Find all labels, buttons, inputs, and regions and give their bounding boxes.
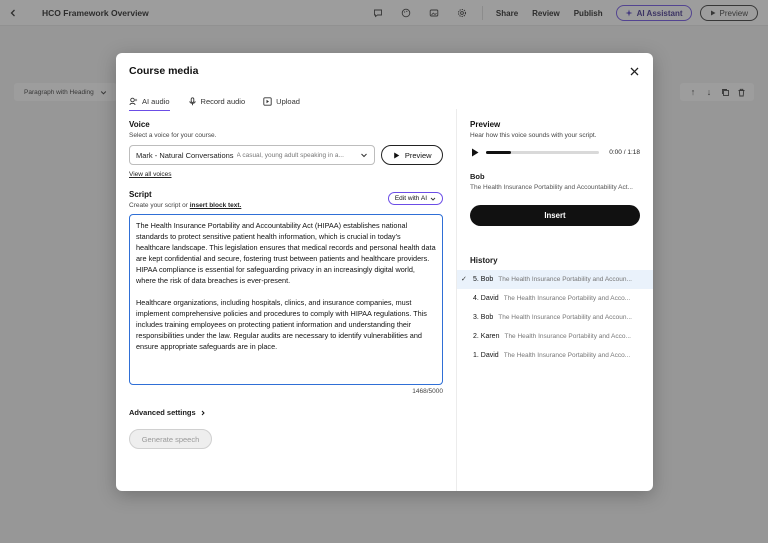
course-media-dialog [116,53,653,491]
voice-preview-button[interactable] [381,145,443,165]
script-heading: Script [129,190,152,199]
history-item-snippet: The Health Insurance Portability and Accoun... [498,314,632,321]
tab-label: Upload [276,97,300,106]
advanced-settings-label: Advanced settings [129,408,196,417]
tab-upload[interactable] [263,95,300,111]
close-icon [630,67,639,76]
play-button[interactable] [470,147,480,157]
media-tabs [129,95,318,111]
play-icon [393,152,400,159]
tab-label: Record audio [200,97,246,106]
chevron-right-icon [200,410,206,416]
voice-subtitle: Select a voice for your course. [129,132,217,139]
upload-icon [263,97,272,106]
tab-record-audio[interactable] [188,95,246,111]
dialog-title: Course media [129,65,199,77]
history-item[interactable] [457,308,653,327]
history-list [457,270,653,365]
voice-select[interactable] [129,145,375,165]
voice-preview-label: Preview [404,150,432,160]
voice-heading: Voice [129,120,150,129]
play-icon [471,148,479,157]
ai-voice-icon [129,97,138,106]
script-textarea[interactable] [129,214,443,385]
history-item[interactable] [457,289,653,308]
character-counter: 1468/5000 [412,388,443,395]
audio-player [470,147,640,157]
playback-time: 0:00 / 1:18 [609,148,640,156]
chevron-down-icon [430,196,436,202]
generate-speech-button[interactable]: Generate speech [129,429,212,449]
edit-with-ai-button[interactable] [388,192,443,205]
voice-description: A casual, young adult speaking in a... [236,151,344,159]
history-item-label: 1. David [473,352,499,359]
history-item-snippet: The Health Insurance Portability and Acco... [504,333,631,340]
check-icon: ✓ [461,276,467,283]
microphone-icon [188,97,197,106]
history-item[interactable] [457,346,653,365]
history-item-label: 5. Bob [473,276,494,283]
preview-panel [470,120,640,265]
chevron-down-icon [360,151,368,161]
history-item-snippet: The Health Insurance Portability and Accoun... [498,276,632,283]
history-item-snippet: The Health Insurance Portability and Acco... [503,352,631,359]
insert-button[interactable]: Insert [470,205,640,226]
history-item-label: 2. Karen [473,333,500,340]
preview-subtitle: Hear how this voice sounds with your script. [470,132,597,139]
audio-generation-panel [129,120,443,449]
script-paragraph: The Health Insurance Portability and Accountability Act (HIPAA) establishes national standards to protect sensitive patient health information, which is crucial in today's healthcare landscape. This legislation ensures that medical records and personal health data are kept confidential and secure, fostering trust between patients and healthcare providers. HIPAA compliance is essential for safeguarding privacy in an increasingly digital world, where the risk of data breaches is ever-present. [136,221,436,285]
history-item-label: 3. Bob [473,314,494,321]
script-subtitle-text: Create your script or [129,202,188,209]
voice-name: Mark - Natural Conversations [136,150,234,160]
script-subtitle [129,202,241,209]
view-all-voices-link[interactable]: View all voices [129,171,172,178]
history-item[interactable] [457,327,653,346]
edit-with-ai-label: Edit with AI [394,195,427,202]
history-item-label: 4. David [473,295,499,302]
history-item[interactable] [457,270,653,289]
script-paragraph: Healthcare organizations, including hospitals, clinics, and insurance companies, must implement comprehensive policies and procedures to comply with HIPAA regulations. This includes training employees on protecting patient information and understanding their responsibilities under the law. Regular audits are necessary to identify vulnerabilities and ensure appropriate safeguards are in place. [136,298,427,351]
advanced-settings-toggle[interactable] [129,408,443,417]
history-item-snippet: The Health Insurance Portability and Acco... [503,295,631,302]
close-button[interactable] [626,63,642,79]
tab-ai-audio[interactable] [129,95,170,111]
preview-heading: Preview [470,120,501,129]
tab-label: AI audio [142,96,170,106]
preview-voice-name: Bob [470,172,485,181]
preview-snippet: The Health Insurance Portability and Accountability Act... [470,184,633,191]
insert-block-text-link[interactable]: insert block text. [189,202,242,209]
playback-progress [486,151,511,154]
playback-scrubber[interactable] [486,151,599,154]
history-heading: History [470,256,498,265]
